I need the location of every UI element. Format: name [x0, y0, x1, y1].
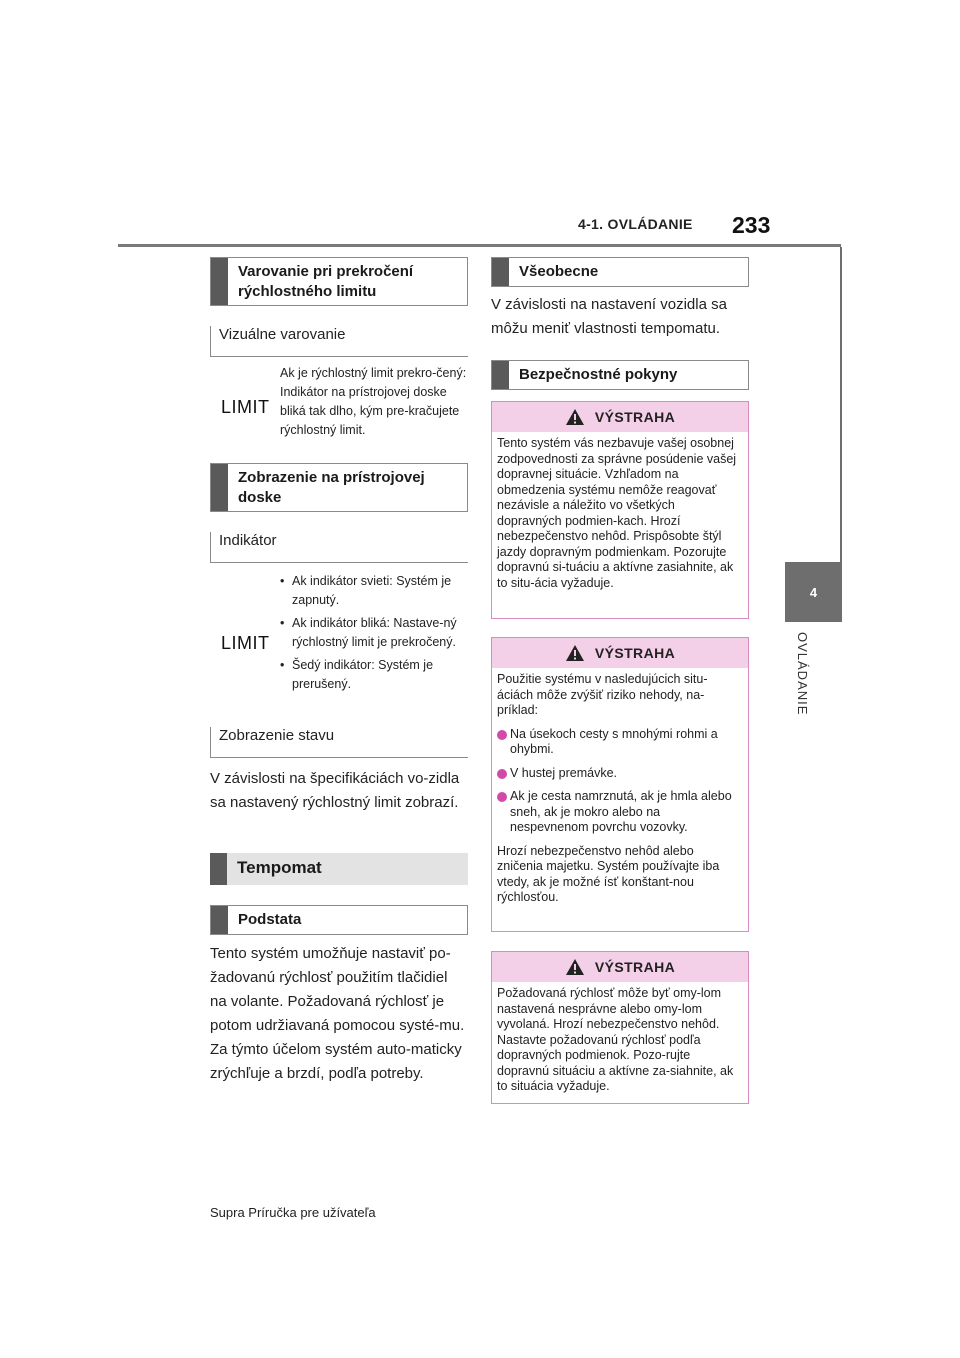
heading-text: Varovanie pri prekročení rýchlostného limitu [238, 263, 414, 300]
heading-text: Všeobecne [519, 263, 599, 280]
section-title: 4-1. OVLÁDANIE [578, 216, 693, 232]
list-item-text: Ak je cesta namrznutá, ak je hmla alebo sneh, ak je mokro alebo na nespevnenom povrchu vozovky. [510, 789, 732, 834]
list-item-text: Na úsekoch cesty s mnohými rohmi a ohybmi. [510, 726, 718, 756]
warning-title: VÝSTRAHA [594, 959, 676, 975]
heading-cruise-control [210, 853, 468, 885]
chapter-label: OVLÁDANIE [795, 632, 810, 716]
heading-text: Bezpečnostné pokyny [519, 366, 678, 383]
subheading-visual-warning: Vizuálne varovanie [210, 326, 468, 357]
status-display-paragraph: V závislosti na špecifikáciách vo-zidla sa nastavený rýchlostný limit zobrazí. [210, 770, 460, 811]
header-rule [118, 244, 841, 247]
list-item [497, 789, 742, 836]
heading-principle [210, 905, 468, 935]
warning-text: Tento systém vás nezbavuje vašej osobnej zodpovednosti za správne posúdenie vašej dopravnej situácie. Vzhľadom na obmedzenia systému nemôže reagovať nezávisle a náležito vo všetkých dopravných podmien-kach. Hrozí nebezpečenstvo nehôd. Prispôsobte štýl jazdy dopravným podmienkam. Pozorujte dopravnú si-tuáciu a aktívne zasiahnite, ak to situ-ácia vyžaduje. [497, 436, 737, 590]
warning-title: VÝSTRAHA [594, 409, 676, 425]
page-number: 233 [732, 212, 771, 238]
subheading-indicator: Indikátor [210, 532, 468, 563]
warning-triangle-icon [565, 644, 585, 662]
heading-bar [210, 853, 227, 885]
warning-title: VÝSTRAHA [594, 645, 676, 661]
heading-safety-notes [491, 360, 749, 390]
heading-text: Podstata [238, 911, 302, 928]
heading-speed-limit-warning [210, 257, 468, 306]
warning-box-3 [491, 951, 749, 1104]
bullet-dot-icon [497, 792, 507, 802]
warning-box-2 [491, 637, 749, 932]
list-item [497, 766, 742, 782]
list-item [497, 727, 742, 758]
side-tab-line [840, 247, 842, 562]
bullet-dot-icon [497, 730, 507, 740]
warning-box-1 [491, 401, 749, 619]
warning-header [492, 952, 748, 982]
heading-bar [492, 361, 509, 389]
list-item: • Ak indikátor svieti: Systém je zapnutý. [280, 572, 468, 610]
warning-header [492, 638, 748, 668]
heading-bar [211, 906, 228, 934]
limit-indicator-1: LIMIT [221, 397, 270, 417]
heading-text: Zobrazenie na prístrojovej doske [238, 469, 425, 506]
principle-paragraph: Tento systém umožňuje nastaviť po-žadovanú rýchlosť použitím tlačidiel na volante. Požadovaná rýchlosť je potom udržiavaná pomocou systé-mu. Za týmto účelom systém auto-maticky zrýchľuje a brzdí, podľa potreby. [210, 945, 465, 1082]
heading-text: Tempomat [237, 858, 322, 877]
heading-bar [211, 464, 228, 511]
warning-text: Požadovaná rýchlosť môže byť omy-lom nastavená nesprávne alebo omy-lom vyvolaná. Hrozí nebezpečenstvo nehôd. Nastavte požadovanú rýchlosť podľa dopravných podmienok. Pozo-rujte dopravnú situáciu a aktívne za-siahnite, ak to situácia vyžaduje. [497, 986, 734, 1093]
indicator-bullet-list [280, 572, 468, 698]
warning-header [492, 402, 748, 432]
warning-triangle-icon [565, 408, 585, 426]
heading-bar [211, 258, 228, 305]
warning-outro: Hrozí nebezpečenstvo nehôd alebo zničenia majetku. Systém používajte iba vtedy, ak je možné ísť konštant-nou rýchlosťou. [497, 843, 720, 904]
visual-warning-description: Ak je rýchlostný limit prekro-čený: Indikátor na prístrojovej doske bliká tak dlho, kým pre-kračujete rýchlostný limit. [280, 366, 467, 437]
footer-title: Supra Príručka pre užívateľa [210, 1205, 376, 1220]
heading-instrument-panel-display [210, 463, 468, 512]
general-paragraph: V závislosti na nastavení vozidla sa môžu meniť vlastnosti tempomatu. [491, 296, 727, 337]
warning-intro: Použitie systému v nasledujúcich situ-áciách môže zvýšiť riziko nehody, na-príklad: [497, 672, 708, 717]
subheading-status-display: Zobrazenie stavu [210, 727, 468, 758]
bullet-dot-icon [497, 769, 507, 779]
limit-indicator-2: LIMIT [221, 633, 270, 653]
warning-content [497, 672, 742, 914]
chapter-number: 4 [809, 584, 818, 600]
list-item: • Ak indikátor bliká: Nastave-ný rýchlostný limit je prekročený. [280, 614, 468, 652]
warning-triangle-icon [565, 958, 585, 976]
heading-bar [492, 258, 509, 286]
chapter-tab [785, 562, 842, 622]
heading-general [491, 257, 749, 287]
list-item: • Šedý indikátor: Systém je prerušený. [280, 656, 468, 694]
list-item-text: V hustej premávke. [510, 765, 617, 780]
